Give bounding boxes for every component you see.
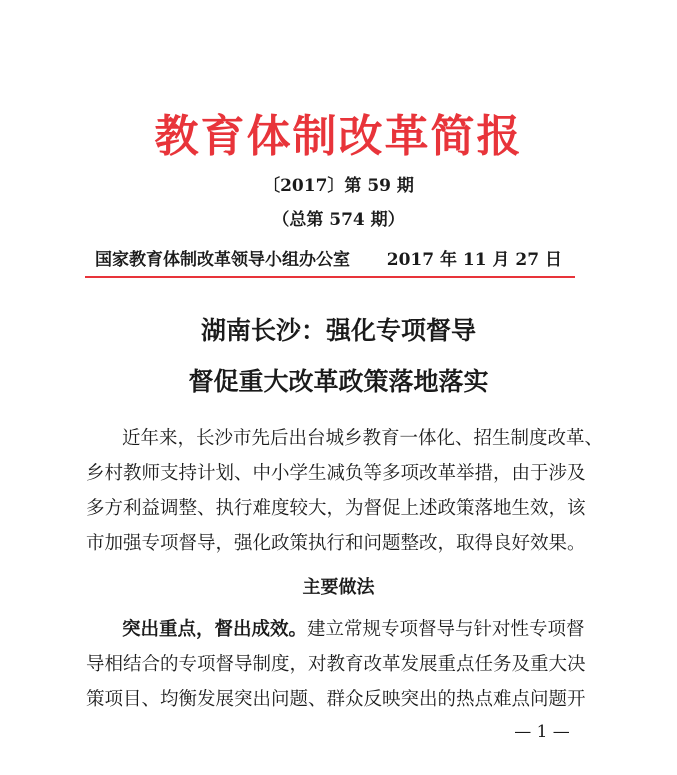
section-heading: 主要做法	[302, 577, 375, 598]
point-text: 建立常规专项督导与针对性专项督	[307, 619, 585, 640]
point-line: 导相结合的专项督导制度，对教育改革发展重点任务及重大决	[86, 654, 586, 675]
point-line	[122, 618, 585, 642]
red-divider	[85, 276, 575, 278]
total-issue-number: （总第 574 期）	[272, 210, 405, 230]
bulletin-title: 教育体制改革简报	[154, 111, 523, 162]
publish-date: 2017 年 11 月 27 日	[386, 250, 562, 270]
point-line: 策项目、均衡发展突出问题、群众反映突出的热点难点问题开	[86, 689, 586, 710]
page-number: — 1 —	[514, 722, 570, 742]
intro-line: 市加强专项督导，强化政策执行和问题整改，取得良好效果。	[86, 533, 586, 554]
intro-line: 近年来，长沙市先后出台城乡教育一体化、招生制度改革、	[122, 428, 604, 449]
intro-line: 乡村教师支持计划、中小学生减负等多项改革举措，由于涉及	[86, 463, 586, 484]
headline-line-1: 湖南长沙：强化专项督导	[200, 316, 476, 345]
headline-line-2: 督促重大改革政策落地落实	[188, 367, 489, 396]
publisher-line	[95, 245, 562, 270]
intro-line: 多方利益调整、执行难度较大，为督促上述政策落地生效，该	[86, 498, 586, 519]
organization: 国家教育体制改革领导小组办公室	[95, 250, 350, 270]
point-lead: 突出重点，督出成效。	[122, 619, 308, 640]
issue-number: 〔2017〕第 59 期	[263, 176, 414, 196]
